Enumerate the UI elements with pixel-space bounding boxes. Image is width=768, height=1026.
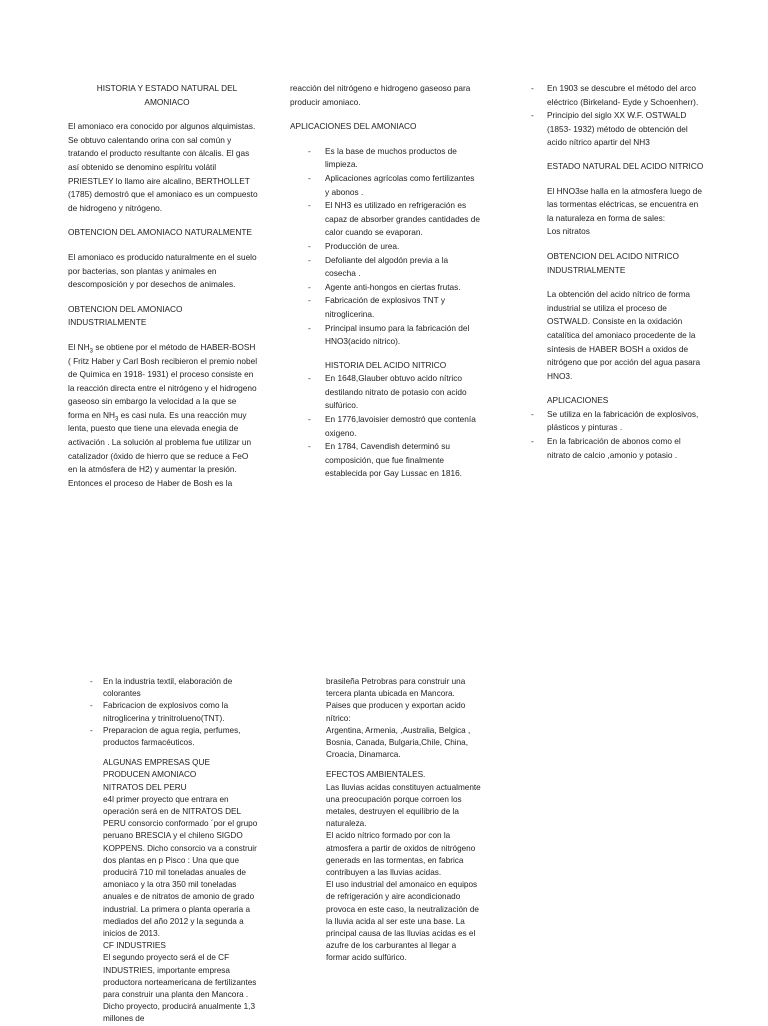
list-item: - El NH3 es utilizado en refrigeración es capaz de absorber grandes cantidades de calor cuando se evaporan. bbox=[290, 199, 480, 240]
list-item: - En la industria textil, elaboración de colorantes bbox=[86, 676, 261, 700]
heading-natural: OBTENCION DEL AMONIACO NATURALMENTE bbox=[68, 227, 252, 238]
heading-industrial: OBTENCION DEL AMONIACO INDUSTRIALMENTE bbox=[68, 303, 183, 328]
lower-column-2 bbox=[326, 676, 481, 965]
column-2 bbox=[290, 82, 480, 491]
industrial-paragraph: El $NH_3$ se obtiene por el método de HABER-BOSH ( Fritz Haber y Carl Bosh recibieron el premio nobel de Quimica en 1918- 1931) el proceso consiste en la reacción directa entre el nitrógeno y el hidrogeno gaseoso sin embargo la velocidad a la que se forma en $NH_3$ es casi nula. Es una reacción muy lenta, puesto que tiene una elevada enegia de activación . La solución al problema fue utilizar un catalizador (óxido de hierro que se reduce a FeO en la atmósfera de H2) y aumentar la presión. Entonces el proceso de Haber de Bosh es la bbox=[68, 341, 258, 488]
intro-paragraph: El amoniaco era conocido por algunos alquimistas. Se obtuvo calentando orina con sal común y tratando el producto resultante con álcalis. El gas así obtenido se denomino espíritu volátil PRIESTLEY lo llamo aire alcalino, BERTHOLLET (1785) demostró que el amoniaco es un compuesto de hidrogeno y nitrógeno. bbox=[68, 121, 258, 213]
heading-environmental: EFECTOS AMBIENTALES. bbox=[326, 770, 426, 780]
list-item: - En 1648,Glauber obtuvo acido nítrico destilando nitrato de potasio con acido sulfúrico. bbox=[290, 372, 480, 413]
heading-nitric-industrial: OBTENCION DEL ACIDO NITRICO INDUSTRIALMENTE bbox=[547, 250, 679, 275]
effects-paragraph-2: El acido nítrico formado por con la atmosfera a partir de oxidos de nitrógeno generads en las tormentas, en fabrica contribuyen a las lluvias acidas. bbox=[326, 831, 476, 878]
title-line-2: AMONIACO bbox=[144, 96, 190, 107]
nitric-natural-paragraph: El HNO3se halla en la atmosfera luego de las tormentas eléctricas, se encuentra en la naturaleza en forma de sales: bbox=[547, 185, 702, 223]
nitric-industrial-paragraph: La obtención del acido nítrico de forma industrial se utiliza el proceso de OSTWALD. Consiste en la oxidación catalítica del amoniaco procedente de la síntesis de HABER BOSH a oxidos de nitrógeno que por acción del agua pasara HNO3. bbox=[547, 289, 701, 381]
continued-paragraph-2: brasileña Petrobras para construir una tercera planta ubicada en Mancora. bbox=[326, 677, 466, 699]
list-item: - Principio del siglo XX W.F. OSTWALD (1853- 1932) método de obtención del acido nítrico apartir del NH3 bbox=[527, 109, 705, 150]
list-item: - En 1903 se descubre el método del arco eléctrico (Birkeland- Eyde y Schoenherr). bbox=[527, 82, 705, 109]
list-item: - En 1776,lavoisier demostró que contenía oxigeno. bbox=[290, 413, 480, 440]
list-item: - En la fabricación de abonos como el nitrato de calcio ,amonio y potasio . bbox=[527, 435, 705, 462]
list-item: - Se utiliza en la fabricación de explosivos, plásticos y pinturas . bbox=[527, 408, 705, 435]
nitratos-paragraph: e4l primer proyecto que entrara en operación será en de NITRATOS DEL PERU consorcio conformado ´por el grupo peruano BRESCIA y el chileno SIGDO KOPPENS. Dicho consorcio va a construir dos plantas en p Pisco : Una que que producirá 710 mil toneladas anuales de amoniaco y la otra 350 mil toneladas anuales e de nitratos de amonio de grado industrial. La primera o planta operaria a mediados del año 2012 y la segunda a inicios de 2013. bbox=[103, 794, 258, 939]
cf-paragraph: El segundo proyecto será el de CF INDUSTRIES, importante empresa productora norteamericana de fertilizantes para construir una planta den Mancora . Dicho proyecto, producirá anualmente 1,3 millones de bbox=[103, 953, 257, 1024]
column-1 bbox=[68, 82, 258, 501]
countries-intro: Paises que producen y exportan acido nítrico: bbox=[326, 701, 466, 723]
column-3 bbox=[527, 82, 705, 472]
list-item: - Es la base de muchos productos de limpieza. bbox=[290, 145, 480, 172]
list-item: - Producción de urea. bbox=[290, 240, 480, 254]
nitric-uses-list bbox=[86, 676, 261, 749]
continued-paragraph: reacción del nitrógeno e hidrogeno gaseoso para producir amoniaco. bbox=[290, 83, 471, 107]
nitric-history-list bbox=[290, 372, 480, 481]
list-item: - Agente anti-hongos en ciertas frutas. bbox=[290, 281, 480, 295]
list-item: - Aplicaciones agrícolas como fertilizantes y abonos . bbox=[290, 172, 480, 199]
effects-paragraph-1: Las lluvias acidas constituyen actualmente una preocupación porque corroen los metales, destruyen el equilibrio de la naturaleza. bbox=[326, 782, 481, 829]
title-line-1: HISTORIA Y ESTADO NATURAL DEL bbox=[96, 83, 238, 93]
nitrates-line: Los nitratos bbox=[547, 226, 590, 237]
list-item: - Fabricacion de explosivos como la nitroglicerina y trinitrolueno(TNT). bbox=[86, 700, 261, 724]
list-item: - En 1784, Cavendish determinó su composición, que fue finalmente establecida por Gay Lussac en 1816. bbox=[290, 440, 480, 481]
list-item: - Preparacion de agua regia, perfumes, productos farmacéuticos. bbox=[86, 725, 261, 749]
list-item: - Principal insumo para la fabricación del HNO3(acido nitrico). bbox=[290, 322, 480, 349]
countries-list: Argentina, Armenia, ,Australia, Belgica , Bosnia, Canada, Bulgaria,Chile, China, Croacia, Dinamarca. bbox=[326, 725, 471, 760]
list-item: - Defoliante del algodón previa a la cosecha . bbox=[290, 254, 480, 281]
heading-nitric-history: HISTORIA DEL ACIDO NITRICO bbox=[325, 359, 447, 370]
effects-paragraph-3: El uso industrial del amonaico en equipos de refrigeración y aire acondicionado provoca en este caso, la neutralización de la lluvia acida al ser este una base. La principal causa de las lluvias acidas es el azufre de los carburantes al llegar a formar acido sulfúrico. bbox=[326, 880, 479, 963]
lower-column-1 bbox=[86, 676, 261, 1026]
nitric-method-list bbox=[527, 82, 705, 150]
nitric-applications-list bbox=[527, 408, 705, 462]
natural-paragraph: El amoniaco es producido naturalmente en el suelo por bacterias, son plantas y animales en descomposición y por desechos de animales. bbox=[68, 251, 257, 290]
heading-nitric-natural: ESTADO NATURAL DEL ACIDO NITRICO bbox=[547, 160, 704, 171]
heading-applications: APLICACIONES DEL AMONIACO bbox=[290, 121, 417, 132]
applications-list bbox=[290, 145, 480, 349]
heading-nitric-applications: APLICACIONES bbox=[547, 395, 609, 406]
heading-cf-industries: CF INDUSTRIES bbox=[103, 941, 166, 951]
heading-companies: ALGUNAS EMPRESAS QUE PRODUCEN AMONIACO bbox=[103, 758, 210, 780]
section-title-history bbox=[68, 82, 258, 109]
list-item: - Fabricación de explosivos TNT y nitroglicerina. bbox=[290, 294, 480, 321]
heading-nitratos-peru: NITRATOS DEL PERU bbox=[103, 782, 187, 792]
